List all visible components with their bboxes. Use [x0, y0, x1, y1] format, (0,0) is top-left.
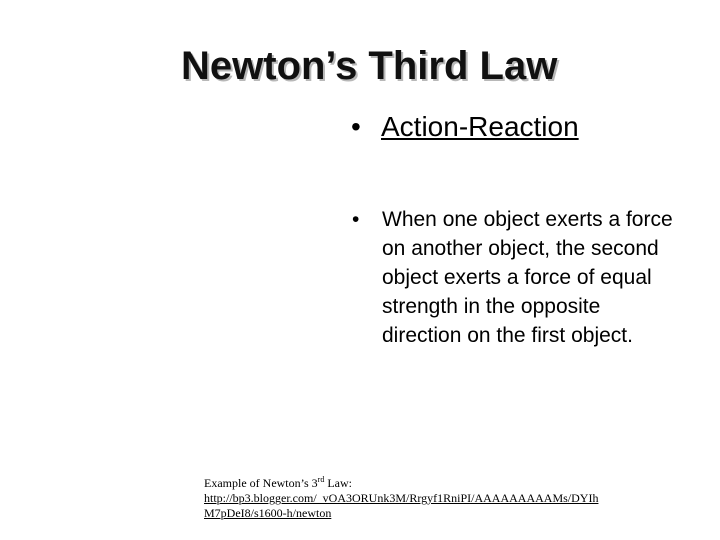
slide-title: Newton’s Third Law: [181, 44, 558, 88]
bullet-dot: •: [351, 111, 361, 142]
bullet-dot: •: [352, 208, 360, 231]
caption-suffix: Law:: [324, 476, 352, 490]
bullet-action-reaction: [351, 111, 579, 143]
caption-prefix: Example of Newton’s 3: [204, 476, 318, 490]
bullet-text: When one object exerts a force on another object, the second object exerts a force of equal strength in the opposite direction on the first object.: [382, 208, 673, 347]
bullet-label: Action-Reaction: [381, 111, 579, 142]
image-caption: [204, 476, 604, 521]
caption-source-link[interactable]: http://bp3.blogger.com/_vOA3ORUnk3M/Rrgyf1RniPI/AAAAAAAAAMs/DYIhM7pDeI8/s1600-h/newton: [204, 491, 599, 520]
bullet-definition: [352, 205, 692, 350]
caption-superscript: rd: [317, 475, 325, 484]
